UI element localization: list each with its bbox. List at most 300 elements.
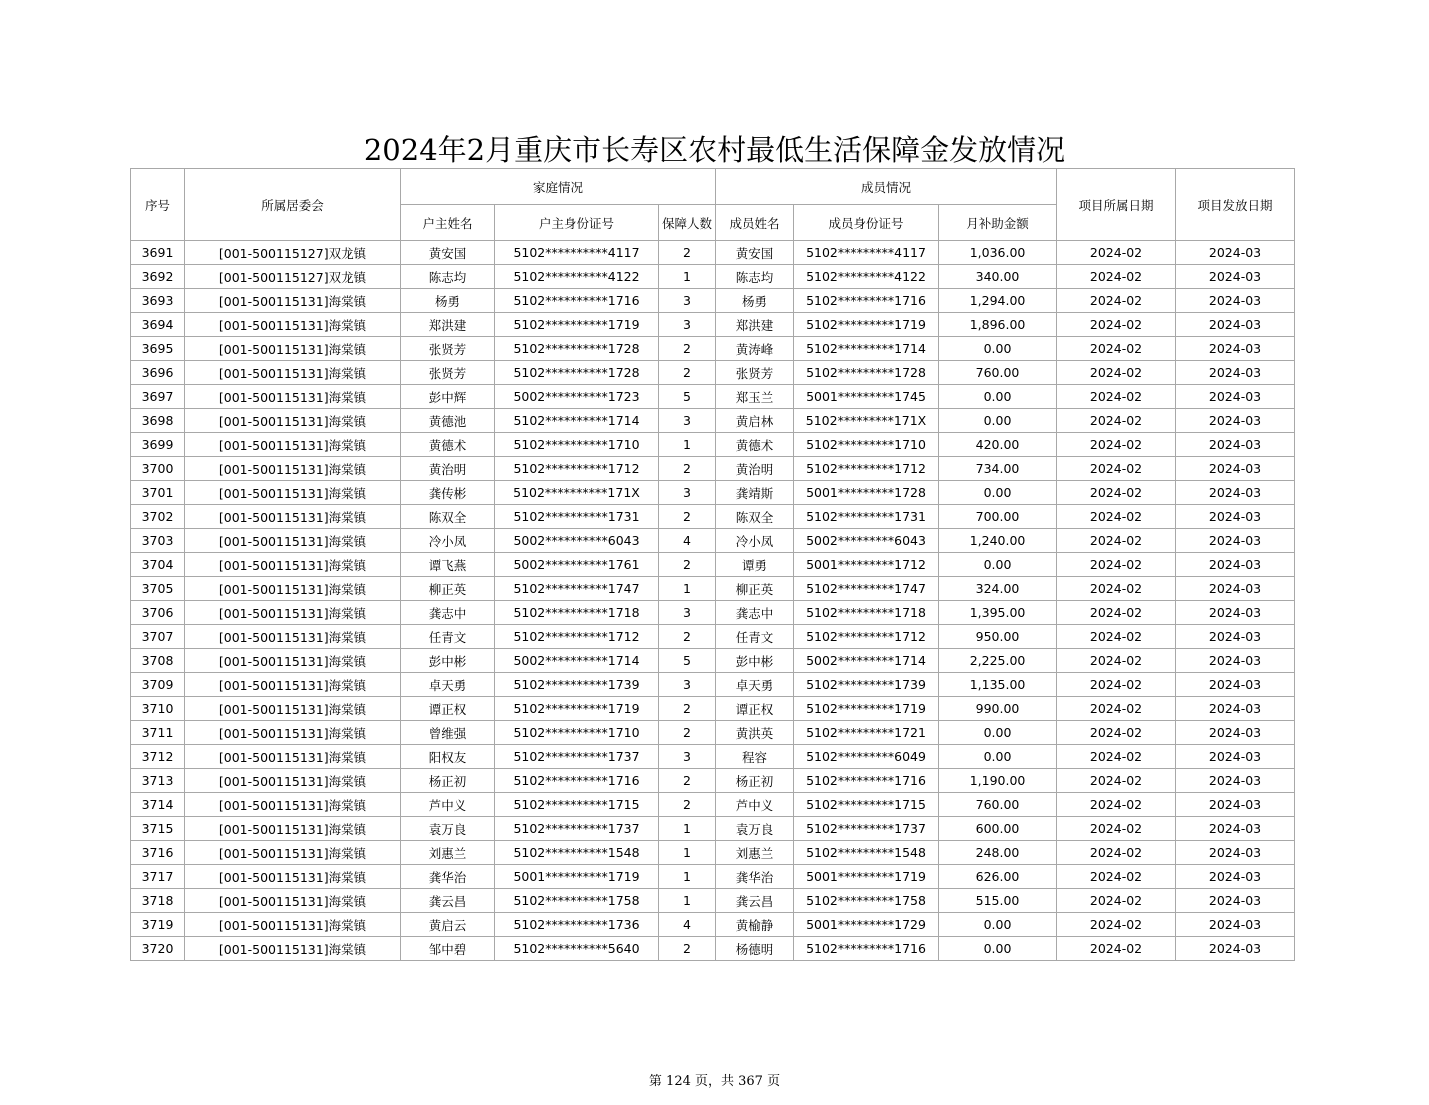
member-name-cell: 柳正英 — [716, 577, 794, 601]
member-name-cell: 郑玉兰 — [716, 385, 794, 409]
head-id-cell: 5102**********1728 — [495, 337, 659, 361]
table-row — [131, 601, 1295, 625]
committee-cell: [001-500115131]海棠镇 — [185, 361, 401, 385]
insured-count-cell: 1 — [659, 889, 716, 913]
issue-date-cell: 2024-03 — [1176, 817, 1295, 841]
project-date-cell: 2024-02 — [1057, 481, 1176, 505]
table-row — [131, 529, 1295, 553]
member-id-cell: 5102*********1721 — [794, 721, 939, 745]
member-id-cell: 5001*********1712 — [794, 553, 939, 577]
head-id-cell: 5102**********1548 — [495, 841, 659, 865]
insured-count-cell: 3 — [659, 673, 716, 697]
member-name-cell: 程容 — [716, 745, 794, 769]
head-name-cell: 阳权友 — [401, 745, 495, 769]
issue-date-cell: 2024-03 — [1176, 529, 1295, 553]
committee-cell: [001-500115131]海棠镇 — [185, 793, 401, 817]
insured-count-cell: 2 — [659, 457, 716, 481]
head-name-cell: 彭中辉 — [401, 385, 495, 409]
issue-date-cell: 2024-03 — [1176, 385, 1295, 409]
table-row — [131, 505, 1295, 529]
head-id-cell: 5102**********1737 — [495, 817, 659, 841]
head-name-cell: 龚华治 — [401, 865, 495, 889]
seq-cell: 3705 — [131, 577, 185, 601]
project-date-cell: 2024-02 — [1057, 361, 1176, 385]
project-date-cell: 2024-02 — [1057, 313, 1176, 337]
member-id-cell: 5102*********1716 — [794, 769, 939, 793]
member-id-cell: 5102*********1716 — [794, 937, 939, 961]
head-id-cell: 5102**********1736 — [495, 913, 659, 937]
project-date-cell: 2024-02 — [1057, 265, 1176, 289]
member-name-cell: 黄榆静 — [716, 913, 794, 937]
issue-date-cell: 2024-03 — [1176, 553, 1295, 577]
head-id-cell: 5102**********4122 — [495, 265, 659, 289]
member-id-cell: 5102*********1716 — [794, 289, 939, 313]
header-member-name: 成员姓名 — [716, 205, 794, 241]
monthly-amount-cell: 600.00 — [939, 817, 1057, 841]
table-row — [131, 241, 1295, 265]
monthly-amount-cell: 1,135.00 — [939, 673, 1057, 697]
committee-cell: [001-500115131]海棠镇 — [185, 841, 401, 865]
issue-date-cell: 2024-03 — [1176, 457, 1295, 481]
table-row — [131, 889, 1295, 913]
head-id-cell: 5102**********1719 — [495, 313, 659, 337]
member-id-cell: 5001*********1719 — [794, 865, 939, 889]
issue-date-cell: 2024-03 — [1176, 673, 1295, 697]
seq-cell: 3697 — [131, 385, 185, 409]
committee-cell: [001-500115131]海棠镇 — [185, 337, 401, 361]
insured-count-cell: 5 — [659, 385, 716, 409]
table-row — [131, 841, 1295, 865]
issue-date-cell: 2024-03 — [1176, 433, 1295, 457]
committee-cell: [001-500115131]海棠镇 — [185, 913, 401, 937]
table-row — [131, 577, 1295, 601]
project-date-cell: 2024-02 — [1057, 817, 1176, 841]
issue-date-cell: 2024-03 — [1176, 937, 1295, 961]
head-name-cell: 龚传彬 — [401, 481, 495, 505]
head-name-cell: 龚志中 — [401, 601, 495, 625]
table-row — [131, 769, 1295, 793]
seq-cell: 3717 — [131, 865, 185, 889]
member-name-cell: 彭中彬 — [716, 649, 794, 673]
head-id-cell: 5102**********171X — [495, 481, 659, 505]
table-row — [131, 673, 1295, 697]
member-id-cell: 5102*********1715 — [794, 793, 939, 817]
monthly-amount-cell: 324.00 — [939, 577, 1057, 601]
member-id-cell: 5102*********1719 — [794, 697, 939, 721]
member-name-cell: 卓天勇 — [716, 673, 794, 697]
seq-cell: 3691 — [131, 241, 185, 265]
monthly-amount-cell: 340.00 — [939, 265, 1057, 289]
insured-count-cell: 1 — [659, 265, 716, 289]
project-date-cell: 2024-02 — [1057, 913, 1176, 937]
table-row — [131, 337, 1295, 361]
seq-cell: 3699 — [131, 433, 185, 457]
insured-count-cell: 2 — [659, 337, 716, 361]
seq-cell: 3710 — [131, 697, 185, 721]
head-name-cell: 黄治明 — [401, 457, 495, 481]
seq-cell: 3713 — [131, 769, 185, 793]
seq-cell: 3720 — [131, 937, 185, 961]
insured-count-cell: 4 — [659, 913, 716, 937]
head-id-cell: 5001**********1719 — [495, 865, 659, 889]
issue-date-cell: 2024-03 — [1176, 745, 1295, 769]
monthly-amount-cell: 515.00 — [939, 889, 1057, 913]
head-id-cell: 5102**********4117 — [495, 241, 659, 265]
seq-cell: 3694 — [131, 313, 185, 337]
head-id-cell: 5102**********1714 — [495, 409, 659, 433]
issue-date-cell: 2024-03 — [1176, 313, 1295, 337]
member-id-cell: 5001*********1728 — [794, 481, 939, 505]
member-name-cell: 陈双全 — [716, 505, 794, 529]
insured-count-cell: 2 — [659, 505, 716, 529]
project-date-cell: 2024-02 — [1057, 529, 1176, 553]
member-id-cell: 5102*********1728 — [794, 361, 939, 385]
head-name-cell: 黄安国 — [401, 241, 495, 265]
issue-date-cell: 2024-03 — [1176, 409, 1295, 433]
committee-cell: [001-500115131]海棠镇 — [185, 289, 401, 313]
committee-cell: [001-500115131]海棠镇 — [185, 529, 401, 553]
table-row — [131, 289, 1295, 313]
committee-cell: [001-500115131]海棠镇 — [185, 817, 401, 841]
table-row — [131, 625, 1295, 649]
insured-count-cell: 1 — [659, 865, 716, 889]
member-name-cell: 龚志中 — [716, 601, 794, 625]
head-id-cell: 5102**********1747 — [495, 577, 659, 601]
insured-count-cell: 2 — [659, 697, 716, 721]
head-name-cell: 黄启云 — [401, 913, 495, 937]
head-name-cell: 谭飞燕 — [401, 553, 495, 577]
monthly-amount-cell: 0.00 — [939, 337, 1057, 361]
monthly-amount-cell: 1,395.00 — [939, 601, 1057, 625]
head-name-cell: 袁万良 — [401, 817, 495, 841]
head-id-cell: 5102**********1716 — [495, 769, 659, 793]
monthly-amount-cell: 1,036.00 — [939, 241, 1057, 265]
header-head-id: 户主身份证号 — [495, 205, 659, 241]
monthly-amount-cell: 0.00 — [939, 745, 1057, 769]
page-title: 2024年2月重庆市长寿区农村最低生活保障金发放情况 — [363, 133, 1066, 167]
committee-cell: [001-500115131]海棠镇 — [185, 889, 401, 913]
head-id-cell: 5102**********5640 — [495, 937, 659, 961]
issue-date-cell: 2024-03 — [1176, 577, 1295, 601]
project-date-cell: 2024-02 — [1057, 769, 1176, 793]
monthly-amount-cell: 2,225.00 — [939, 649, 1057, 673]
member-id-cell: 5102*********4122 — [794, 265, 939, 289]
member-id-cell: 5102*********1718 — [794, 601, 939, 625]
seq-cell: 3702 — [131, 505, 185, 529]
member-id-cell: 5102*********1712 — [794, 457, 939, 481]
member-id-cell: 5102*********1737 — [794, 817, 939, 841]
member-id-cell: 5001*********1729 — [794, 913, 939, 937]
monthly-amount-cell: 1,896.00 — [939, 313, 1057, 337]
head-id-cell: 5102**********1719 — [495, 697, 659, 721]
seq-cell: 3692 — [131, 265, 185, 289]
committee-cell: [001-500115131]海棠镇 — [185, 649, 401, 673]
head-name-cell: 任青文 — [401, 625, 495, 649]
head-id-cell: 5002**********1761 — [495, 553, 659, 577]
committee-cell: [001-500115131]海棠镇 — [185, 505, 401, 529]
seq-cell: 3701 — [131, 481, 185, 505]
project-date-cell: 2024-02 — [1057, 745, 1176, 769]
member-name-cell: 黄安国 — [716, 241, 794, 265]
insured-count-cell: 2 — [659, 793, 716, 817]
member-name-cell: 谭勇 — [716, 553, 794, 577]
member-name-cell: 黄启林 — [716, 409, 794, 433]
table-row — [131, 385, 1295, 409]
member-id-cell: 5102*********6049 — [794, 745, 939, 769]
issue-date-cell: 2024-03 — [1176, 505, 1295, 529]
monthly-amount-cell: 0.00 — [939, 385, 1057, 409]
head-id-cell: 5102**********1715 — [495, 793, 659, 817]
member-name-cell: 杨勇 — [716, 289, 794, 313]
committee-cell: [001-500115131]海棠镇 — [185, 697, 401, 721]
head-id-cell: 5002**********1714 — [495, 649, 659, 673]
monthly-amount-cell: 0.00 — [939, 721, 1057, 745]
committee-cell: [001-500115131]海棠镇 — [185, 721, 401, 745]
issue-date-cell: 2024-03 — [1176, 601, 1295, 625]
issue-date-cell: 2024-03 — [1176, 289, 1295, 313]
seq-cell: 3709 — [131, 673, 185, 697]
seq-cell: 3719 — [131, 913, 185, 937]
project-date-cell: 2024-02 — [1057, 409, 1176, 433]
project-date-cell: 2024-02 — [1057, 601, 1176, 625]
committee-cell: [001-500115127]双龙镇 — [185, 241, 401, 265]
project-date-cell: 2024-02 — [1057, 337, 1176, 361]
committee-cell: [001-500115127]双龙镇 — [185, 265, 401, 289]
head-id-cell: 5102**********1716 — [495, 289, 659, 313]
head-name-cell: 龚云昌 — [401, 889, 495, 913]
member-name-cell: 黄涛峰 — [716, 337, 794, 361]
committee-cell: [001-500115131]海棠镇 — [185, 745, 401, 769]
monthly-amount-cell: 420.00 — [939, 433, 1057, 457]
head-id-cell: 5102**********1728 — [495, 361, 659, 385]
head-id-cell: 5002**********6043 — [495, 529, 659, 553]
table-row — [131, 865, 1295, 889]
issue-date-cell: 2024-03 — [1176, 865, 1295, 889]
table-row — [131, 913, 1295, 937]
insured-count-cell: 3 — [659, 481, 716, 505]
issue-date-cell: 2024-03 — [1176, 625, 1295, 649]
monthly-amount-cell: 734.00 — [939, 457, 1057, 481]
issue-date-cell: 2024-03 — [1176, 769, 1295, 793]
issue-date-cell: 2024-03 — [1176, 889, 1295, 913]
insured-count-cell: 1 — [659, 817, 716, 841]
member-name-cell: 龚华治 — [716, 865, 794, 889]
monthly-amount-cell: 990.00 — [939, 697, 1057, 721]
header-insured-count: 保障人数 — [659, 205, 716, 241]
insured-count-cell: 2 — [659, 241, 716, 265]
head-id-cell: 5102**********1710 — [495, 433, 659, 457]
committee-cell: [001-500115131]海棠镇 — [185, 865, 401, 889]
monthly-amount-cell: 760.00 — [939, 793, 1057, 817]
seq-cell: 3712 — [131, 745, 185, 769]
table-row — [131, 433, 1295, 457]
member-name-cell: 刘惠兰 — [716, 841, 794, 865]
head-name-cell: 彭中彬 — [401, 649, 495, 673]
head-name-cell: 陈双全 — [401, 505, 495, 529]
header-issue-date: 项目发放日期 — [1176, 169, 1295, 241]
insured-count-cell: 3 — [659, 289, 716, 313]
head-name-cell: 曾维强 — [401, 721, 495, 745]
head-name-cell: 刘惠兰 — [401, 841, 495, 865]
head-name-cell: 张贤芳 — [401, 337, 495, 361]
issue-date-cell: 2024-03 — [1176, 649, 1295, 673]
project-date-cell: 2024-02 — [1057, 553, 1176, 577]
head-id-cell: 5102**********1758 — [495, 889, 659, 913]
head-name-cell: 张贤芳 — [401, 361, 495, 385]
member-id-cell: 5002*********1714 — [794, 649, 939, 673]
head-id-cell: 5102**********1718 — [495, 601, 659, 625]
committee-cell: [001-500115131]海棠镇 — [185, 553, 401, 577]
table-row — [131, 793, 1295, 817]
monthly-amount-cell: 0.00 — [939, 913, 1057, 937]
header-committee: 所属居委会 — [185, 169, 401, 241]
header-project-date: 项目所属日期 — [1057, 169, 1176, 241]
insured-count-cell: 2 — [659, 625, 716, 649]
member-id-cell: 5102*********1747 — [794, 577, 939, 601]
head-name-cell: 柳正英 — [401, 577, 495, 601]
member-id-cell: 5002*********6043 — [794, 529, 939, 553]
member-id-cell: 5001*********1745 — [794, 385, 939, 409]
relief-table — [130, 168, 1295, 961]
seq-cell: 3704 — [131, 553, 185, 577]
table-body — [131, 241, 1295, 961]
member-name-cell: 杨德明 — [716, 937, 794, 961]
insured-count-cell: 1 — [659, 841, 716, 865]
member-name-cell: 芦中义 — [716, 793, 794, 817]
seq-cell: 3715 — [131, 817, 185, 841]
member-name-cell: 黄治明 — [716, 457, 794, 481]
head-id-cell: 5102**********1712 — [495, 457, 659, 481]
member-name-cell: 杨正初 — [716, 769, 794, 793]
table-row — [131, 457, 1295, 481]
insured-count-cell: 1 — [659, 433, 716, 457]
member-id-cell: 5102*********1739 — [794, 673, 939, 697]
header-head-name: 户主姓名 — [401, 205, 495, 241]
head-id-cell: 5102**********1710 — [495, 721, 659, 745]
committee-cell: [001-500115131]海棠镇 — [185, 625, 401, 649]
committee-cell: [001-500115131]海棠镇 — [185, 313, 401, 337]
project-date-cell: 2024-02 — [1057, 793, 1176, 817]
insured-count-cell: 2 — [659, 937, 716, 961]
seq-cell: 3707 — [131, 625, 185, 649]
seq-cell: 3718 — [131, 889, 185, 913]
head-id-cell: 5102**********1712 — [495, 625, 659, 649]
head-id-cell: 5102**********1737 — [495, 745, 659, 769]
monthly-amount-cell: 0.00 — [939, 937, 1057, 961]
insured-count-cell: 1 — [659, 577, 716, 601]
seq-cell: 3708 — [131, 649, 185, 673]
project-date-cell: 2024-02 — [1057, 457, 1176, 481]
table-row — [131, 481, 1295, 505]
member-name-cell: 龚靖斯 — [716, 481, 794, 505]
head-name-cell: 邹中碧 — [401, 937, 495, 961]
head-name-cell: 郑洪建 — [401, 313, 495, 337]
committee-cell: [001-500115131]海棠镇 — [185, 601, 401, 625]
header-member-group: 成员情况 — [716, 169, 1057, 205]
issue-date-cell: 2024-03 — [1176, 481, 1295, 505]
insured-count-cell: 2 — [659, 769, 716, 793]
seq-cell: 3706 — [131, 601, 185, 625]
project-date-cell: 2024-02 — [1057, 505, 1176, 529]
insured-count-cell: 3 — [659, 313, 716, 337]
monthly-amount-cell: 0.00 — [939, 409, 1057, 433]
insured-count-cell: 2 — [659, 553, 716, 577]
member-id-cell: 5102*********1710 — [794, 433, 939, 457]
header-member-id: 成员身份证号 — [794, 205, 939, 241]
table-row — [131, 745, 1295, 769]
project-date-cell: 2024-02 — [1057, 241, 1176, 265]
project-date-cell: 2024-02 — [1057, 865, 1176, 889]
member-name-cell: 黄洪英 — [716, 721, 794, 745]
member-id-cell: 5102*********171X — [794, 409, 939, 433]
committee-cell: [001-500115131]海棠镇 — [185, 769, 401, 793]
member-name-cell: 陈志均 — [716, 265, 794, 289]
project-date-cell: 2024-02 — [1057, 385, 1176, 409]
committee-cell: [001-500115131]海棠镇 — [185, 409, 401, 433]
table-row — [131, 937, 1295, 961]
member-name-cell: 袁万良 — [716, 817, 794, 841]
header-seq: 序号 — [131, 169, 185, 241]
member-name-cell: 郑洪建 — [716, 313, 794, 337]
member-name-cell: 谭正权 — [716, 697, 794, 721]
committee-cell: [001-500115131]海棠镇 — [185, 385, 401, 409]
table-header — [131, 169, 1295, 241]
committee-cell: [001-500115131]海棠镇 — [185, 481, 401, 505]
insured-count-cell: 3 — [659, 409, 716, 433]
issue-date-cell: 2024-03 — [1176, 241, 1295, 265]
seq-cell: 3693 — [131, 289, 185, 313]
monthly-amount-cell: 1,294.00 — [939, 289, 1057, 313]
monthly-amount-cell: 700.00 — [939, 505, 1057, 529]
member-id-cell: 5102*********1731 — [794, 505, 939, 529]
head-name-cell: 芦中义 — [401, 793, 495, 817]
monthly-amount-cell: 626.00 — [939, 865, 1057, 889]
insured-count-cell: 2 — [659, 721, 716, 745]
project-date-cell: 2024-02 — [1057, 721, 1176, 745]
issue-date-cell: 2024-03 — [1176, 841, 1295, 865]
issue-date-cell: 2024-03 — [1176, 721, 1295, 745]
committee-cell: [001-500115131]海棠镇 — [185, 577, 401, 601]
head-name-cell: 卓天勇 — [401, 673, 495, 697]
project-date-cell: 2024-02 — [1057, 673, 1176, 697]
member-name-cell: 龚云昌 — [716, 889, 794, 913]
insured-count-cell: 2 — [659, 361, 716, 385]
table-row — [131, 817, 1295, 841]
project-date-cell: 2024-02 — [1057, 889, 1176, 913]
member-name-cell: 冷小凤 — [716, 529, 794, 553]
head-name-cell: 谭正权 — [401, 697, 495, 721]
monthly-amount-cell: 248.00 — [939, 841, 1057, 865]
project-date-cell: 2024-02 — [1057, 697, 1176, 721]
insured-count-cell: 4 — [659, 529, 716, 553]
head-name-cell: 陈志均 — [401, 265, 495, 289]
monthly-amount-cell: 760.00 — [939, 361, 1057, 385]
issue-date-cell: 2024-03 — [1176, 265, 1295, 289]
member-name-cell: 任青文 — [716, 625, 794, 649]
page-footer: 第 124 页，共 367 页 — [648, 1074, 781, 1089]
table-row — [131, 313, 1295, 337]
member-id-cell: 5102*********1714 — [794, 337, 939, 361]
project-date-cell: 2024-02 — [1057, 577, 1176, 601]
committee-cell: [001-500115131]海棠镇 — [185, 433, 401, 457]
head-id-cell: 5102**********1739 — [495, 673, 659, 697]
head-name-cell: 黄德池 — [401, 409, 495, 433]
issue-date-cell: 2024-03 — [1176, 913, 1295, 937]
issue-date-cell: 2024-03 — [1176, 337, 1295, 361]
monthly-amount-cell: 1,240.00 — [939, 529, 1057, 553]
monthly-amount-cell: 950.00 — [939, 625, 1057, 649]
project-date-cell: 2024-02 — [1057, 649, 1176, 673]
